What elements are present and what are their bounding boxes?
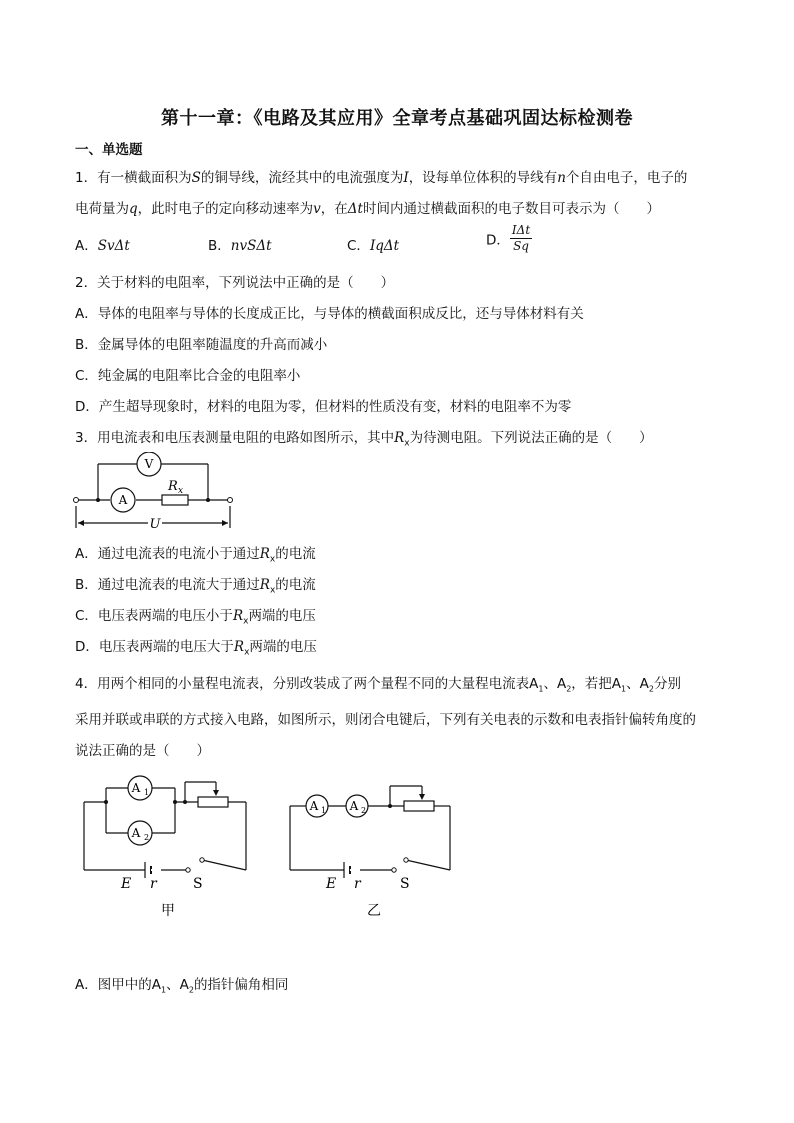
q4-text: 的指针偏角相同 xyxy=(193,977,289,993)
ammeter-a1-label: A xyxy=(131,781,141,795)
q2-option-a: A．导体的电阻率与导体的长度成正比，与导体的横截面积成反比，还与导体材料有关 xyxy=(75,306,584,322)
q4-subscript: 1 xyxy=(538,684,544,694)
q3-circuit-diagram xyxy=(70,452,240,532)
ammeter-a2-sub: 2 xyxy=(144,833,150,842)
q3-stem xyxy=(75,426,653,449)
q2-option-d: D．产生超导现象时，材料的电阻为零，但材料的性质没有变，材料的电阻率不为零 xyxy=(75,399,572,415)
ammeter-a2-label: A xyxy=(349,799,359,813)
q3-text: 的电流 xyxy=(275,577,316,593)
voltage-label: U xyxy=(149,517,161,532)
q1-var-n: n xyxy=(557,170,566,186)
q4-subscript: 2 xyxy=(566,684,572,694)
q4-option-a xyxy=(75,973,288,995)
q3-text: D．电压表两端的电压大于 xyxy=(75,639,234,655)
q3-var-R: R xyxy=(232,608,244,624)
ammeter-a1-sub: 1 xyxy=(321,806,327,815)
q3-option-d xyxy=(75,635,317,658)
q1-var-I: I xyxy=(403,170,409,186)
page-title: 第十一章：《电路及其应用》全章考点基础巩固达标检测卷 xyxy=(161,108,633,129)
resistor-subscript: x xyxy=(178,486,184,496)
q1-text: 的铜导线，流经其中的电流强度为 xyxy=(200,170,404,186)
q1-option-a-text: SvΔt xyxy=(97,238,130,254)
q4-text: ，若把 xyxy=(571,676,612,692)
q3-text: 两端的电压 xyxy=(248,608,316,624)
q3-var-sub: x xyxy=(269,554,276,565)
figure-label-yi: 乙 xyxy=(367,903,381,919)
q2-stem: 2．关于材料的电阻率，下列说法中正确的是（ ） xyxy=(75,275,395,291)
q4-text: A．图甲中的 xyxy=(75,977,152,993)
q3-text: 两端的电压 xyxy=(249,639,317,655)
ammeter-a2-sub: 2 xyxy=(361,806,367,815)
q1-option-a xyxy=(75,234,130,254)
switch-label: S xyxy=(400,876,410,892)
q3-text: C．电压表两端的电压小于 xyxy=(75,608,233,624)
q1-text: 时间内通过横截面积的电子数目可表示为（ ） xyxy=(362,201,660,217)
fraction-numerator: IΔt xyxy=(511,223,531,237)
q4-ammeter-symbol: A xyxy=(529,676,539,692)
q4-text: 、 xyxy=(543,676,557,692)
q4-subscript: 1 xyxy=(621,684,627,694)
emf-label: E xyxy=(326,876,337,892)
q4-ammeter-symbol: A xyxy=(556,676,567,692)
q4-line2: 采用并联或串联的方式接入电路，如图所示，则闭合电键后，下列有关电表的示数和电表指针偏转角度的 xyxy=(75,712,696,728)
q1-text: 1．有一横截面积为 xyxy=(75,170,192,186)
q3-var-sub: x xyxy=(243,616,249,627)
q3-text: 3．用电流表和电压表测量电阻的电路如图所示，其中 xyxy=(75,430,395,446)
q1-option-c xyxy=(347,234,399,254)
q3-var-R: R xyxy=(259,577,270,593)
q1-option-c-text: IqΔt xyxy=(369,238,400,254)
q1-var-dt: Δt xyxy=(347,201,363,217)
resistor-label: R xyxy=(168,479,178,494)
q4-line3: 说法正确的是（ ） xyxy=(75,743,210,759)
q4-text: 、 xyxy=(626,676,640,692)
fraction xyxy=(510,223,532,254)
q1-var-v: v xyxy=(313,201,321,217)
option-label: C． xyxy=(347,238,370,254)
ammeter-a1-label: A xyxy=(309,799,319,813)
q1-text: ，在 xyxy=(320,201,348,217)
q1-text: ，设每单位体积的导线有 xyxy=(408,170,558,186)
q3-option-b xyxy=(75,573,316,596)
q1-option-d xyxy=(486,223,532,254)
q3-var-R: R xyxy=(233,639,245,655)
q3-option-c xyxy=(75,604,316,627)
q4-subscript: 1 xyxy=(161,985,167,995)
fraction-denominator: Sq xyxy=(513,239,529,253)
q1-text: ，此时电子的定向移动速率为 xyxy=(137,201,314,217)
emf-label: E xyxy=(121,876,132,892)
q3-text: B．通过电流表的电流大于通过 xyxy=(75,577,260,593)
internal-resistance-label: r xyxy=(354,876,361,892)
q4-ammeter-symbol: A xyxy=(179,977,189,993)
q4-ammeter-symbol: A xyxy=(611,676,622,692)
q3-option-a xyxy=(75,542,316,565)
ammeter-a2-label: A xyxy=(131,826,141,840)
option-label: B． xyxy=(208,238,231,254)
q1-option-b xyxy=(208,234,272,254)
q2-option-c: C．纯金属的电阻率比合金的电阻率小 xyxy=(75,368,301,384)
q1-line1 xyxy=(75,166,687,186)
q1-text: 个自由电子，电子的 xyxy=(565,170,688,186)
section-heading: 一、单选题 xyxy=(75,142,143,158)
q2-option-b: B．金属导体的电阻率随温度的升高而减小 xyxy=(75,337,328,353)
figure-label-jia: 甲 xyxy=(161,903,175,919)
q3-var-sub: x xyxy=(244,647,250,658)
option-label: A． xyxy=(75,238,98,254)
ammeter-label: A xyxy=(118,493,128,507)
q4-ammeter-symbol: A xyxy=(151,977,161,993)
ammeter-a1-sub: 1 xyxy=(144,788,150,797)
q4-line1 xyxy=(75,672,681,694)
option-label: D． xyxy=(486,232,510,249)
q1-var-q: q xyxy=(129,201,138,217)
q4-text: 、 xyxy=(166,977,180,993)
internal-resistance-label: r xyxy=(150,876,157,892)
voltmeter-label: V xyxy=(144,457,154,471)
q4-ammeter-symbol: A xyxy=(639,676,649,692)
q4-text: 4．用两个相同的小量程电流表，分别改装成了两个量程不同的大量程电流表 xyxy=(75,676,530,692)
q3-var-sub: x xyxy=(269,585,276,596)
q1-option-b-text: nvSΔt xyxy=(230,238,272,254)
q1-var-S: S xyxy=(191,170,201,186)
q1-text: 电荷量为 xyxy=(75,201,129,217)
q3-text: 的电流 xyxy=(275,546,316,562)
q4-text: 分别 xyxy=(653,676,681,692)
q3-text: 为待测电阻。下列说法正确的是（ ） xyxy=(409,430,653,446)
q4-circuit-jia xyxy=(78,772,253,922)
q3-var-sub: x xyxy=(404,438,410,449)
q4-subscript: 2 xyxy=(188,985,194,995)
q1-line2 xyxy=(75,197,660,217)
q3-var-R: R xyxy=(259,546,270,562)
q3-text: A．通过电流表的电流小于通过 xyxy=(75,546,260,562)
switch-label: S xyxy=(193,876,203,892)
q4-subscript: 2 xyxy=(648,684,654,694)
q3-var-R: R xyxy=(394,430,405,446)
q4-circuit-yi xyxy=(284,772,459,922)
